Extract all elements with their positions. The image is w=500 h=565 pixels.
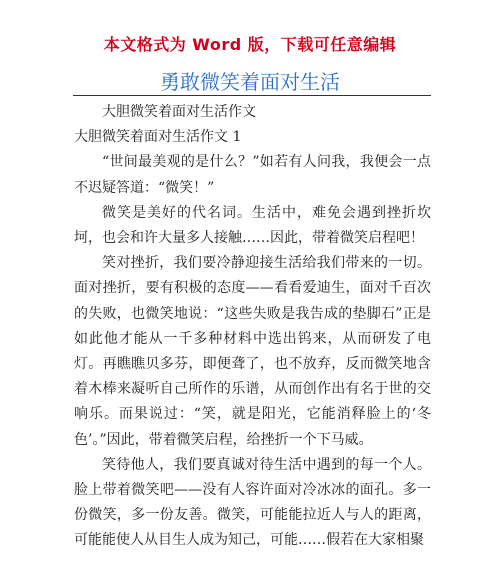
download-banner: 本文格式为 Word 版，下载可任意编辑: [103, 35, 397, 54]
paragraph-1: “世间最美观的是什么？”如若有人问我，我便会一点不迟疑答道：“微笑！”: [74, 154, 431, 196]
essay-heading: 大胆微笑着面对生活作文: [102, 104, 256, 120]
paragraph-2: 微笑是美好的代名词。生活中，难免会遇到挫折坎坷，也会和许大量多人接触……因此，带着微笑启程吧！: [74, 204, 431, 247]
document-body: [74, 100, 431, 554]
essay-subheading: 大胆微笑着面对生活作文 1: [74, 129, 242, 146]
title-divider: [73, 95, 431, 96]
paragraph-4: 笑待他人，我们要真诚对待生活中遇到的每一个人。脸上带着微笑吧——没有人容许面对冷冰冰的面孔。多一份微笑，多一份友善。微笑，可能能拉近人与人的距离，可能能使人从目生人成为知己，可能……假若在大家相聚: [74, 456, 431, 549]
paragraph-3: 笑对挫折，我们要冷静迎接生活给我们带来的一切。面对挫折，要有积极的态度——看看爱迪生，面对千百次的失败，也微笑地说：“这些失败是我告成的垫脚石”正是如此他才能从一千多种材料中选出钨来，从而研发了电灯。再瞧瞧贝多芬，即便聋了，也不放弃，反而微笑地含着木棒来凝听自己所作的乐谱，从而创作出有名于世的交响乐。而果说过：“笑，就是阳光，它能消释脸上的‘冬色’。”因此，带着微笑启程，给挫折一个下马威。: [74, 255, 431, 448]
document-title: 勇敢微笑着面对生活: [160, 70, 340, 94]
